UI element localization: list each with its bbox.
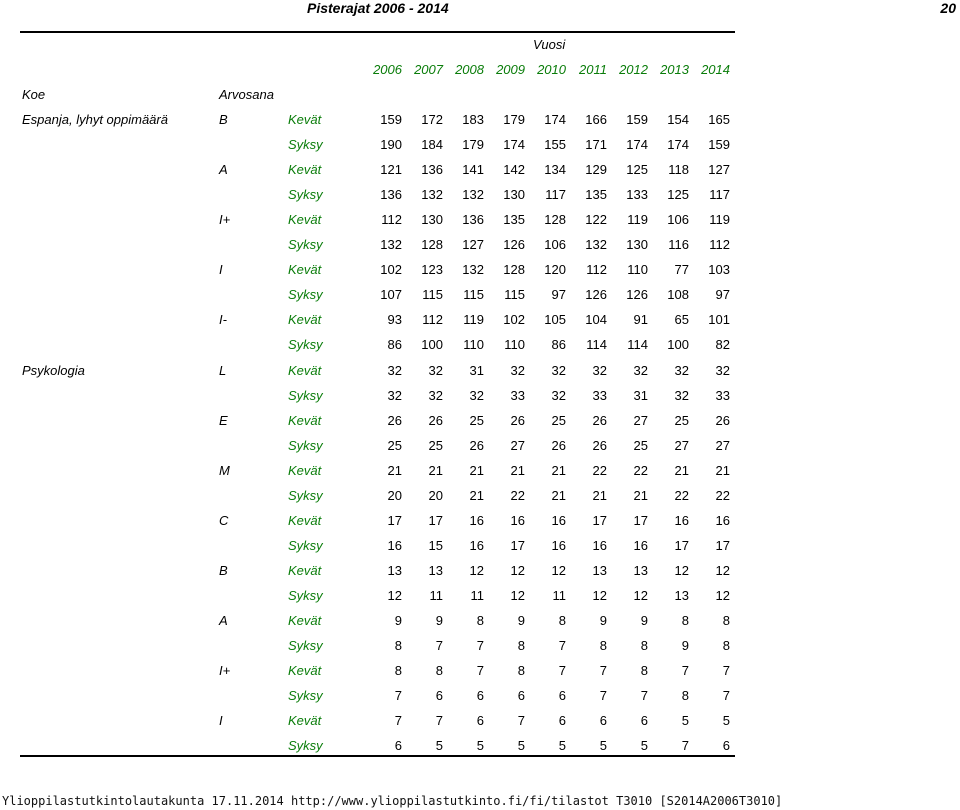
score-cell: 112	[381, 212, 402, 227]
year-header: 2014	[701, 62, 730, 77]
score-cell: 12	[592, 588, 607, 603]
score-cell: 114	[586, 337, 607, 352]
row-season: Syksy	[288, 688, 323, 703]
score-cell: 13	[592, 563, 607, 578]
score-cell: 8	[640, 638, 648, 653]
row-season: Kevät	[288, 563, 322, 578]
score-cell: 128	[503, 262, 525, 277]
score-cell: 26	[715, 413, 730, 428]
score-cell: 17	[592, 513, 607, 528]
score-cell: 5	[517, 738, 525, 753]
score-cell: 86	[551, 337, 566, 352]
row-season: Kevät	[288, 162, 322, 177]
row-season: Kevät	[288, 363, 322, 378]
score-cell: 119	[709, 212, 730, 227]
score-cell: 91	[633, 312, 648, 327]
score-cell: 5	[476, 738, 484, 753]
score-cell: 123	[421, 262, 443, 277]
score-cell: 7	[681, 738, 689, 753]
year-header: 2012	[619, 62, 648, 77]
year-header: 2013	[660, 62, 689, 77]
row-season: Syksy	[288, 137, 323, 152]
score-cell: 5	[558, 738, 566, 753]
score-cell: 5	[640, 738, 648, 753]
score-cell: 106	[544, 237, 566, 252]
page-number: 20	[940, 0, 956, 16]
score-cell: 183	[462, 112, 484, 127]
score-cell: 26	[469, 438, 484, 453]
row-grade: I+	[219, 212, 231, 227]
score-cell: 21	[592, 488, 607, 503]
score-cell: 7	[722, 688, 730, 703]
score-cell: 6	[558, 713, 566, 728]
score-cell: 8	[476, 613, 484, 628]
score-cell: 6	[476, 688, 484, 703]
score-cell: 12	[674, 563, 689, 578]
score-cell: 130	[421, 212, 443, 227]
score-cell: 16	[469, 513, 484, 528]
score-cell: 115	[504, 287, 525, 302]
score-cell: 127	[462, 237, 484, 252]
score-cell: 11	[470, 588, 484, 603]
row-season: Syksy	[288, 638, 323, 653]
score-cell: 17	[510, 538, 525, 553]
score-cell: 97	[715, 287, 730, 302]
score-cell: 5	[599, 738, 607, 753]
score-cell: 102	[380, 262, 402, 277]
score-cell: 21	[428, 463, 443, 478]
row-grade: L	[219, 363, 227, 378]
score-cell: 102	[503, 312, 525, 327]
score-cell: 110	[504, 337, 525, 352]
score-cell: 135	[503, 212, 525, 227]
row-grade: B	[219, 563, 228, 578]
score-cell: 179	[503, 112, 525, 127]
row-season: Kevät	[288, 463, 322, 478]
footer-source: Ylioppilastutkintolautakunta 17.11.2014 http://www.ylioppilastutkinto.fi/fi/tilastot T3010 [S2014A2006T3010]	[2, 794, 783, 808]
row-grade: I+	[219, 663, 231, 678]
score-cell: 22	[674, 488, 689, 503]
score-cell: 8	[722, 638, 730, 653]
score-cell: 15	[428, 538, 443, 553]
score-cell: 7	[394, 713, 402, 728]
row-season: Kevät	[288, 613, 322, 628]
score-cell: 16	[551, 538, 566, 553]
score-cell: 6	[558, 688, 566, 703]
row-season: Kevät	[288, 663, 322, 678]
score-cell: 16	[387, 538, 402, 553]
score-cell: 7	[394, 688, 402, 703]
score-cell: 134	[544, 162, 566, 177]
score-cell: 9	[435, 613, 443, 628]
score-cell: 136	[462, 212, 484, 227]
score-cell: 16	[592, 538, 607, 553]
year-header: 2008	[455, 62, 484, 77]
score-cell: 119	[627, 212, 648, 227]
score-cell: 165	[708, 112, 730, 127]
row-season: Syksy	[288, 488, 323, 503]
row-season: Syksy	[288, 187, 323, 202]
score-cell: 25	[674, 413, 689, 428]
score-cell: 8	[394, 638, 402, 653]
score-cell: 26	[592, 413, 607, 428]
score-cell: 7	[681, 663, 689, 678]
row-season: Kevät	[288, 212, 322, 227]
score-cell: 6	[640, 713, 648, 728]
score-cell: 22	[633, 463, 648, 478]
score-cell: 174	[544, 112, 566, 127]
score-cell: 174	[667, 137, 689, 152]
score-cell: 126	[626, 287, 648, 302]
score-cell: 27	[674, 438, 689, 453]
score-cell: 110	[463, 337, 484, 352]
score-cell: 32	[551, 363, 566, 378]
score-cell: 132	[421, 187, 443, 202]
score-cell: 128	[421, 237, 443, 252]
score-cell: 9	[640, 613, 648, 628]
score-cell: 25	[428, 438, 443, 453]
row-season: Syksy	[288, 388, 323, 403]
score-cell: 101	[708, 312, 730, 327]
score-cell: 190	[380, 137, 402, 152]
row-season: Syksy	[288, 738, 323, 753]
score-cell: 159	[380, 112, 402, 127]
score-cell: 32	[428, 388, 443, 403]
row-grade: I	[219, 262, 223, 277]
score-cell: 65	[674, 312, 689, 327]
year-header: 2009	[496, 62, 525, 77]
score-cell: 32	[551, 388, 566, 403]
score-cell: 132	[380, 237, 402, 252]
score-cell: 184	[421, 137, 443, 152]
score-cell: 130	[503, 187, 525, 202]
score-cell: 7	[558, 663, 566, 678]
score-cell: 6	[394, 738, 402, 753]
score-cell: 127	[708, 162, 730, 177]
row-season: Kevät	[288, 112, 322, 127]
score-cell: 12	[715, 588, 730, 603]
row-grade: B	[219, 112, 228, 127]
score-cell: 21	[674, 463, 689, 478]
score-cell: 21	[387, 463, 402, 478]
score-cell: 17	[633, 513, 648, 528]
score-cell: 20	[387, 488, 402, 503]
score-cell: 7	[558, 638, 566, 653]
score-cell: 27	[715, 438, 730, 453]
page-title: Pisterajat 2006 - 2014	[307, 0, 449, 16]
row-grade: A	[219, 162, 228, 177]
score-cell: 8	[517, 663, 525, 678]
score-cell: 179	[462, 137, 484, 152]
score-cell: 108	[667, 287, 689, 302]
score-cell: 106	[667, 212, 689, 227]
score-cell: 172	[421, 112, 443, 127]
row-exam: Psykologia	[22, 363, 85, 378]
row-exam: Espanja, lyhyt oppimäärä	[22, 112, 168, 127]
row-season: Syksy	[288, 287, 323, 302]
score-cell: 21	[551, 463, 566, 478]
score-cell: 135	[585, 187, 607, 202]
score-cell: 166	[585, 112, 607, 127]
column-header-exam: Koe	[22, 87, 46, 102]
score-cell: 32	[592, 363, 607, 378]
score-cell: 100	[421, 337, 443, 352]
score-cell: 21	[551, 488, 566, 503]
score-cell: 25	[469, 413, 484, 428]
score-cell: 7	[722, 663, 730, 678]
score-cell: 6	[599, 713, 607, 728]
score-cell: 7	[476, 638, 484, 653]
row-season: Kevät	[288, 513, 322, 528]
score-cell: 26	[428, 413, 443, 428]
score-cell: 17	[428, 513, 443, 528]
score-cell: 8	[435, 663, 443, 678]
score-cell: 31	[469, 363, 484, 378]
score-cell: 32	[428, 363, 443, 378]
score-cell: 26	[592, 438, 607, 453]
score-cell: 129	[585, 162, 607, 177]
score-cell: 21	[469, 463, 484, 478]
score-cell: 7	[435, 638, 443, 653]
score-cell: 13	[674, 588, 689, 603]
score-cell: 33	[715, 388, 730, 403]
score-cell: 13	[428, 563, 443, 578]
score-cell: 27	[510, 438, 525, 453]
row-season: Syksy	[288, 588, 323, 603]
score-cell: 5	[722, 713, 730, 728]
score-cell: 159	[708, 137, 730, 152]
score-cell: 6	[476, 713, 484, 728]
row-season: Syksy	[288, 438, 323, 453]
score-cell: 25	[551, 413, 566, 428]
score-cell: 125	[626, 162, 648, 177]
score-cell: 22	[510, 488, 525, 503]
score-cell: 142	[503, 162, 525, 177]
score-cell: 107	[380, 287, 402, 302]
score-cell: 8	[517, 638, 525, 653]
score-cell: 16	[674, 513, 689, 528]
score-cell: 105	[544, 312, 566, 327]
score-cell: 21	[510, 463, 525, 478]
score-cell: 25	[387, 438, 402, 453]
score-cell: 125	[667, 187, 689, 202]
row-grade: A	[219, 613, 228, 628]
score-cell: 141	[462, 162, 484, 177]
score-cell: 12	[387, 588, 402, 603]
score-cell: 9	[681, 638, 689, 653]
score-cell: 171	[585, 137, 607, 152]
score-cell: 110	[627, 262, 648, 277]
score-cell: 7	[599, 663, 607, 678]
score-cell: 26	[510, 413, 525, 428]
score-cell: 26	[387, 413, 402, 428]
score-cell: 115	[463, 287, 484, 302]
score-cell: 128	[544, 212, 566, 227]
score-cell: 114	[627, 337, 648, 352]
score-cell: 112	[422, 312, 443, 327]
score-cell: 117	[545, 187, 566, 202]
score-cell: 6	[517, 688, 525, 703]
score-cell: 7	[517, 713, 525, 728]
score-cell: 121	[380, 162, 402, 177]
row-season: Syksy	[288, 538, 323, 553]
score-cell: 26	[551, 438, 566, 453]
score-cell: 21	[715, 463, 730, 478]
score-cell: 16	[715, 513, 730, 528]
score-cell: 16	[551, 513, 566, 528]
score-cell: 32	[715, 363, 730, 378]
score-cell: 7	[599, 688, 607, 703]
score-cell: 27	[633, 413, 648, 428]
score-cell: 112	[586, 262, 607, 277]
score-cell: 22	[592, 463, 607, 478]
score-cell: 17	[674, 538, 689, 553]
score-cell: 12	[510, 588, 525, 603]
score-cell: 9	[599, 613, 607, 628]
score-cell: 9	[394, 613, 402, 628]
score-cell: 13	[387, 563, 402, 578]
row-season: Syksy	[288, 237, 323, 252]
score-cell: 136	[421, 162, 443, 177]
score-cell: 32	[387, 388, 402, 403]
score-cell: 21	[633, 488, 648, 503]
score-cell: 8	[722, 613, 730, 628]
score-cell: 8	[394, 663, 402, 678]
score-cell: 132	[462, 187, 484, 202]
year-group-label: Vuosi	[533, 37, 566, 52]
score-cell: 11	[552, 588, 566, 603]
score-cell: 159	[626, 112, 648, 127]
score-cell: 16	[633, 538, 648, 553]
score-cell: 8	[599, 638, 607, 653]
score-cell: 11	[429, 588, 443, 603]
score-cell: 32	[510, 363, 525, 378]
score-cell: 116	[668, 237, 689, 252]
score-cell: 119	[463, 312, 484, 327]
row-season: Kevät	[288, 713, 322, 728]
score-cell: 32	[387, 363, 402, 378]
score-cell: 17	[387, 513, 402, 528]
score-cell: 174	[626, 137, 648, 152]
score-cell: 133	[626, 187, 648, 202]
score-cell: 136	[380, 187, 402, 202]
score-cell: 8	[640, 663, 648, 678]
score-cell: 32	[633, 363, 648, 378]
score-cell: 130	[626, 237, 648, 252]
score-cell: 12	[551, 563, 566, 578]
row-grade: I	[219, 713, 223, 728]
row-grade: I-	[219, 312, 227, 327]
year-header: 2006	[373, 62, 402, 77]
score-cell: 8	[681, 688, 689, 703]
score-cell: 6	[435, 688, 443, 703]
score-cell: 32	[674, 363, 689, 378]
score-cell: 132	[585, 237, 607, 252]
score-cell: 126	[585, 287, 607, 302]
score-cell: 21	[469, 488, 484, 503]
score-cell: 7	[476, 663, 484, 678]
row-grade: C	[219, 513, 229, 528]
score-cell: 33	[510, 388, 525, 403]
score-cell: 12	[715, 563, 730, 578]
score-cell: 5	[435, 738, 443, 753]
row-grade: E	[219, 413, 228, 428]
score-cell: 118	[668, 162, 689, 177]
row-season: Kevät	[288, 413, 322, 428]
score-cell: 126	[503, 237, 525, 252]
row-season: Kevät	[288, 262, 322, 277]
score-cell: 112	[709, 237, 730, 252]
score-cell: 77	[674, 262, 689, 277]
score-cell: 103	[708, 262, 730, 277]
row-season: Syksy	[288, 337, 323, 352]
score-cell: 20	[428, 488, 443, 503]
score-cell: 33	[592, 388, 607, 403]
score-cell: 13	[633, 563, 648, 578]
score-cell: 104	[585, 312, 607, 327]
table-top-rule	[20, 31, 735, 33]
table-bottom-rule	[20, 755, 735, 757]
page-header	[0, 0, 960, 20]
score-cell: 155	[544, 137, 566, 152]
score-cell: 17	[715, 538, 730, 553]
score-cell: 82	[715, 337, 730, 352]
score-cell: 122	[585, 212, 607, 227]
score-cell: 6	[722, 738, 730, 753]
score-cell: 115	[422, 287, 443, 302]
column-header-grade: Arvosana	[219, 87, 274, 102]
score-cell: 93	[387, 312, 402, 327]
score-cell: 117	[709, 187, 730, 202]
score-cell: 22	[715, 488, 730, 503]
year-header: 2011	[579, 62, 607, 77]
score-cell: 31	[633, 388, 648, 403]
score-cell: 8	[681, 613, 689, 628]
score-cell: 32	[469, 388, 484, 403]
score-cell: 12	[633, 588, 648, 603]
score-cell: 7	[435, 713, 443, 728]
score-cell: 86	[387, 337, 402, 352]
year-header: 2010	[537, 62, 566, 77]
score-cell: 16	[469, 538, 484, 553]
score-cell: 32	[674, 388, 689, 403]
score-cell: 120	[544, 262, 566, 277]
score-cell: 9	[517, 613, 525, 628]
score-cell: 16	[510, 513, 525, 528]
row-season: Kevät	[288, 312, 322, 327]
score-cell: 12	[510, 563, 525, 578]
score-cell: 154	[667, 112, 689, 127]
score-cell: 12	[469, 563, 484, 578]
score-cell: 5	[681, 713, 689, 728]
score-cell: 100	[667, 337, 689, 352]
year-header: 2007	[414, 62, 443, 77]
score-cell: 132	[462, 262, 484, 277]
score-cell: 174	[503, 137, 525, 152]
score-cell: 7	[640, 688, 648, 703]
score-cell: 97	[551, 287, 566, 302]
score-cell: 25	[633, 438, 648, 453]
row-grade: M	[219, 463, 230, 478]
score-cell: 8	[558, 613, 566, 628]
